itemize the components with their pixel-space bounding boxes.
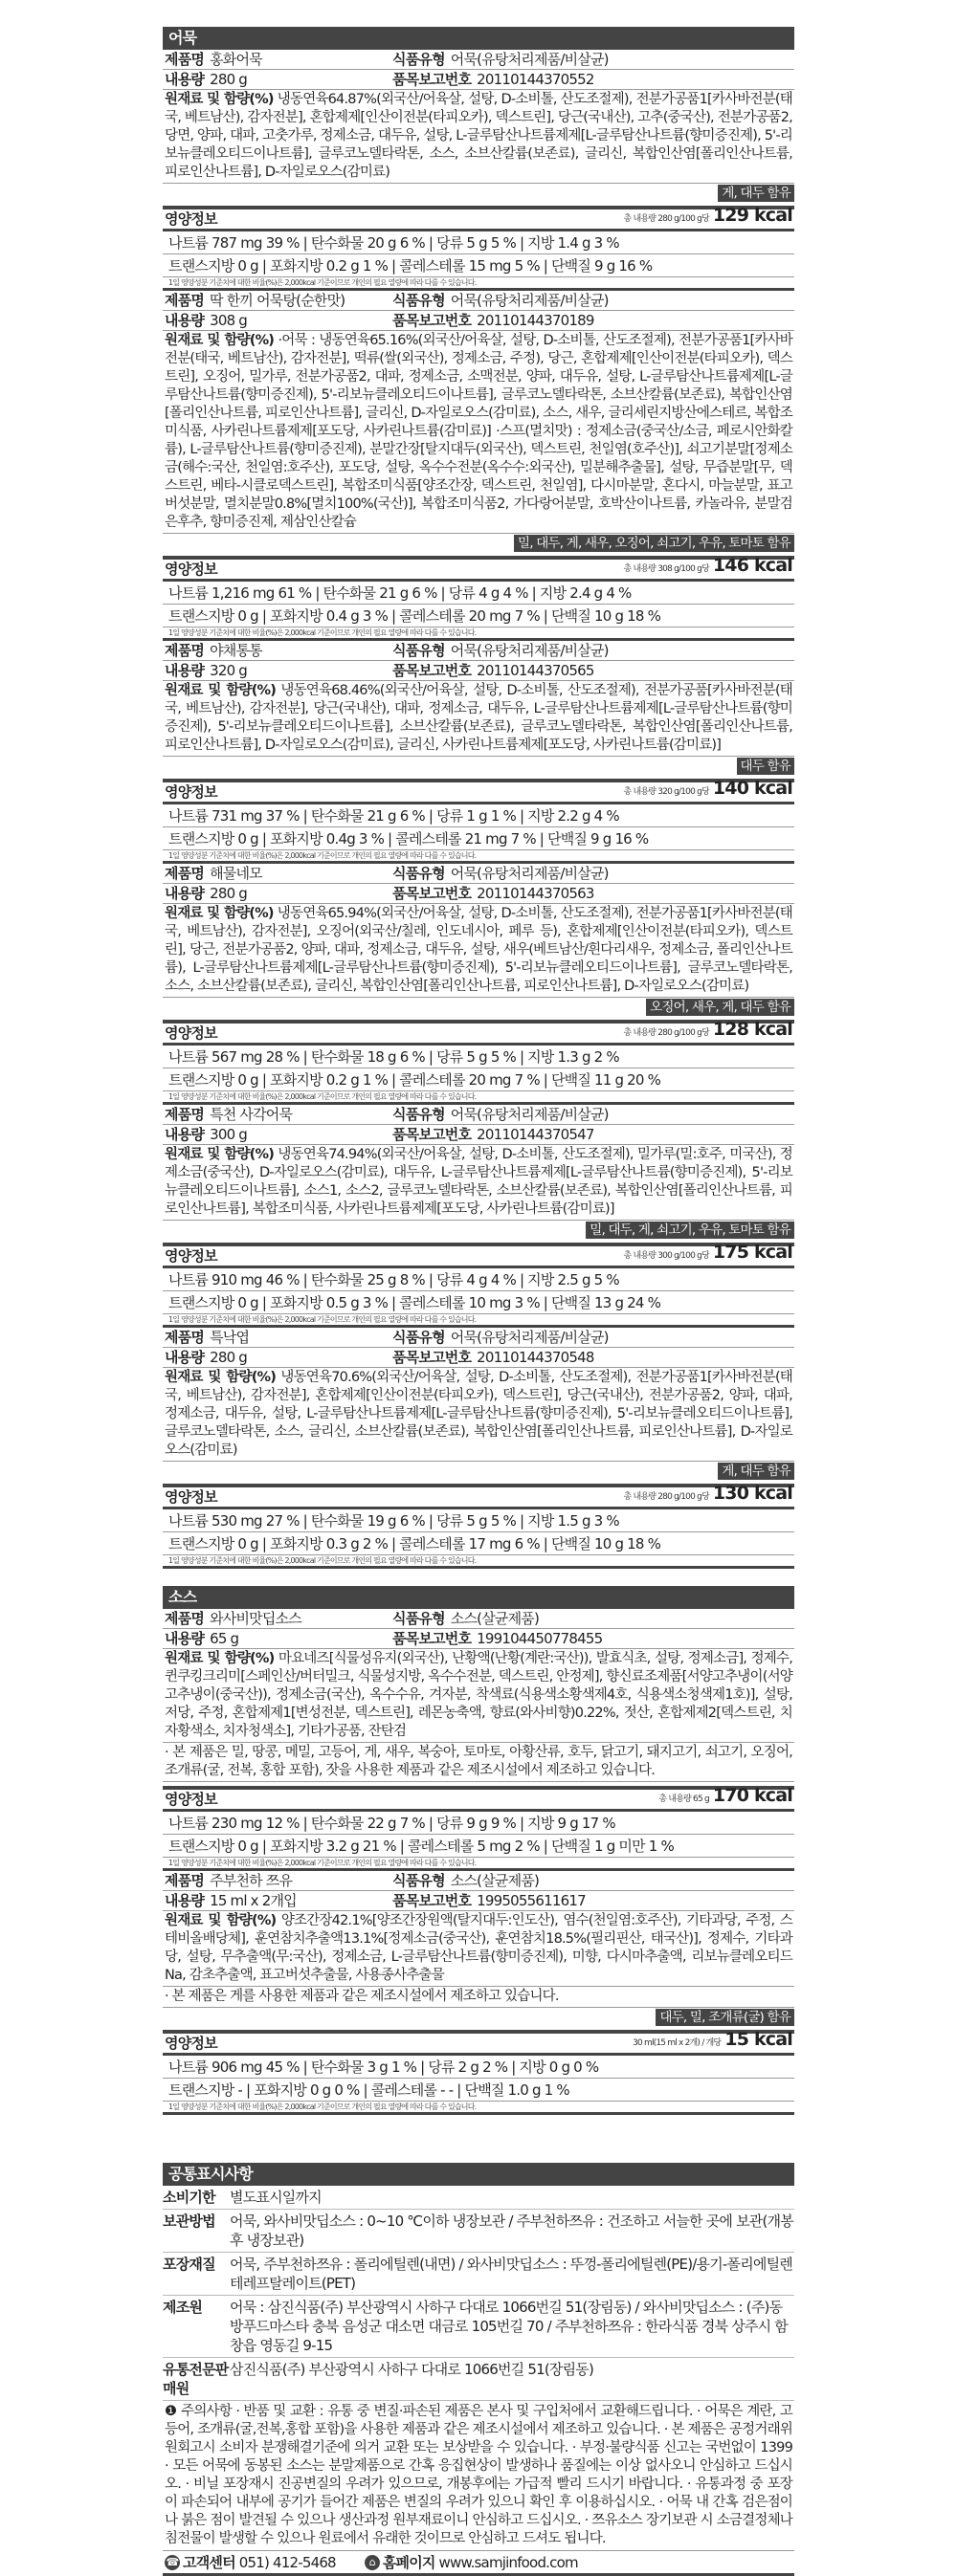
nutrition-kcal: 130 kcal [712, 1483, 792, 1504]
food-type-cell [392, 1328, 794, 1347]
nutrition-row-1: 나트륨 230 mg 12 % | 탄수화물 22 g 7 % | 당류 9 g 9 % | 지방 9 g 17 % [163, 1812, 794, 1835]
report-number: 1995055611617 [477, 1892, 586, 1909]
allergy-badge: 대두, 밀, 조개류(굴) 함유 [656, 2009, 794, 2026]
ingredients-label: 원재료 및 함량(%) [165, 1147, 275, 1162]
common-key: 유통전문판매원 [163, 2361, 229, 2397]
product-name: 특천 사각어묵 [210, 1106, 293, 1123]
nutrition-amount: 30 ml(15 ml x 2개) / 개당 [633, 2038, 722, 2048]
report-number: 20110144370565 [477, 662, 594, 679]
nutrition-note: 1일 영양성분 기준치에 대한 비율(%)은 2,000kcal 기준이므로 개인의 필요 열량에 따라 다를 수 있습니다. [163, 1314, 794, 1328]
ingredients-text: 마요네즈[식물성유지(외국산), 난황액(난황(계란:국산)), 발효식초, 설탕, 정제소금], 정제수, 퀸쿠킹크리미[스페인산/버터밀크, 식물성지방, 옥수수전분, 덱스트린, 안정제], 향신료조제품[서양고추냉이(서양고추냉이(중국산)), 정제소금(국산), 옥수수유, 겨자분, 착색료(식용색소황색제4호, 식용색소청색제1호)], 설탕, 저당, 주정, 혼합제제1[변성전분, 덱스트린], 레몬농축액, 향료(와사비향)0.22%, 젓산, 혼합제제2[덱스트린, 치자황색소, 치자청색소], 기타가공품, 잔탄검 [165, 1651, 793, 1739]
product-name-label: 제품명 [165, 865, 205, 882]
allergy-badge: 밀, 대두, 게, 쇠고기, 우유, 토마토 함유 [586, 1222, 794, 1239]
food-type: 어묵(유탕처리제품/비살균) [450, 1106, 609, 1123]
nutrition-note: 1일 영양성분 기준치에 대한 비율(%)은 2,000kcal 기준이므로 개인의 필요 열량에 따라 다를 수 있습니다. [163, 1091, 794, 1105]
content-cell [163, 884, 392, 903]
product-name: 와사비맛딥소스 [210, 1610, 301, 1627]
content-row [163, 311, 794, 331]
report-label: 품목보고번호 [392, 71, 472, 88]
food-type-label: 식품유형 [392, 292, 445, 309]
product-row [163, 291, 794, 311]
ingredients-label: 원재료 및 함량(%) [165, 1370, 277, 1385]
report-cell [392, 311, 794, 330]
nutrition-amount: 총 내용량 308 g/100 g당 [623, 564, 709, 574]
home-icon: ⌂ [365, 2555, 380, 2570]
content-row [163, 661, 794, 681]
product-name-cell [163, 50, 392, 69]
nutrition-title: 영양정보 [165, 1247, 217, 1265]
content-row [163, 884, 794, 904]
product-row [163, 1328, 794, 1348]
nutrition-title: 영양정보 [165, 1791, 217, 1808]
product-name-cell [163, 1609, 392, 1628]
nutrition-kcal-wrap [624, 1243, 794, 1266]
report-number: 20110144370189 [477, 312, 594, 329]
nutrition-note: 1일 영양성분 기준치에 대한 비율(%)은 2,000kcal 기준이므로 개인의 필요 열량에 따라 다를 수 있습니다. [163, 2102, 794, 2115]
ingredients [163, 904, 794, 998]
nutrition-kcal: 170 kcal [712, 1785, 792, 1806]
product-name-label: 제품명 [165, 51, 205, 68]
nutrition-title: 영양정보 [165, 1488, 217, 1506]
nutrition-row-1: 나트륨 731 mg 37 % | 탄수화물 21 g 6 % | 당류 1 g 1 % | 지방 2.2 g 4 % [163, 804, 794, 827]
nutrition-kcal-wrap [658, 1786, 794, 1809]
content-cell [163, 311, 392, 330]
product-block [163, 1105, 794, 1328]
content-label: 내용량 [165, 662, 205, 679]
product-name-label: 제품명 [165, 1329, 205, 1346]
food-type-label: 식품유형 [392, 1106, 445, 1123]
nutrition-row-1: 나트륨 910 mg 46 % | 탄수화물 25 g 8 % | 당류 4 g 4 % | 지방 2.5 g 5 % [163, 1268, 794, 1291]
nutrition-row-2: 트랜스지방 0 g | 포화지방 3.2 g 21 % | 콜레스테롤 5 mg 2 % | 단백질 1 g 미만 1 % [163, 1835, 794, 1858]
ingredients-label: 원재료 및 함량(%) [165, 1913, 277, 1928]
product-name-cell [163, 1871, 392, 1890]
product-block [163, 1871, 794, 2115]
report-label: 품목보고번호 [392, 1630, 472, 1647]
common-row [163, 2253, 794, 2296]
nutrition-row-2: 트랜스지방 0 g | 포화지방 0.4g 3 % | 콜레스테롤 21 mg 7 % | 단백질 9 g 16 % [163, 827, 794, 850]
content-amount: 280 g [210, 1349, 247, 1366]
ingredients-text: 냉동연육70.6%(외국산/어육살, 설탕, D-소비톨, 산도조절제), 전분가공품1[카사바전분(태국, 베트남산), 감자전분], 혼합제제[인산이전분(타피오카), 덱스트린], 당근(국내산), 전분가공품2, 양파, 대파, 정제소금, 대두유, 설탕, L-글루탐산나트륨제제[L-글루탐산나트륨(향미증진제), 5'-리보뉴클레오티드이나트륨], 글루코노델타락톤, 소스, 글리신, 소브산칼륨(보존료), 복합인산염[폴리인산나트륨, 피로인산나트륨], D-자일로오스(감미료) [165, 1370, 793, 1458]
nutrition-header [163, 1786, 794, 1812]
common-key: 보관방법 [163, 2213, 215, 2230]
product-block [163, 641, 794, 864]
food-type-label: 식품유형 [392, 1872, 445, 1889]
content-row [163, 1348, 794, 1368]
nutrition-kcal: 175 kcal [712, 1242, 792, 1263]
homepage: ⌂ 홈페이지 www.samjinfood.com [365, 2553, 578, 2572]
product-block [163, 1609, 794, 1871]
ingredients-text: 냉동연육74.94%(외국산/어육살, 설탕, D-소비톨, 산도조절제), 밀가루(밀:호주, 미국산), 정제소금(중국산), D-자일로오스(감미료), 대두유, L-글루탐산나트륨제제[L-글루탐산나트륨(향미증진제), 5'-리보뉴클레오티드이나트륨], 소스1, 소스2, 글루코노델타락톤, 소브산칼륨(보존료), 복합인산염[폴리인산나트륨, 피로인산나트륨], 복합조미식품, 사카린나트륨제제[포도당, 사카린나트륨(감미료)] [165, 1147, 793, 1217]
content-label: 내용량 [165, 1630, 205, 1647]
nutrition-title: 영양정보 [165, 2035, 217, 2052]
food-type-cell [392, 1609, 794, 1628]
product-name-label: 제품명 [165, 642, 205, 659]
content-amount: 15 ml x 2개입 [210, 1892, 297, 1909]
product-row [163, 50, 794, 70]
content-row [163, 1891, 794, 1911]
ingredients-text: 냉동연육64.87%(외국산/어육살, 설탕, D-소비톨, 산도조절제), 전분가공품1[카사바전분(태국, 베트남산), 감자전분], 혼합제제[인산이전분(타피오카), 덱스트린], 당근(국내산), 고추(중국산), 전분가공품2, 당면, 양파, 대파, 고춧가루, 정제소금, 대두유, 설탕, L-글루탐산나트륨제제[L-글루탐산나트륨(향미증진제), 5'-리보뉴클레오티드이나트륨], 글루코노델타락톤, 소스, 소브산칼륨(보존료), 글리신, 복합인산염[폴리인산나트륨, 피로인산나트륨], D-자일로오스(감미료) [165, 92, 793, 180]
report-label: 품목보고번호 [392, 312, 472, 329]
nutrition-note: 1일 영양성분 기준치에 대한 비율(%)은 2,000kcal 기준이므로 개인의 필요 열량에 따라 다를 수 있습니다. [163, 1858, 794, 1871]
product-name-label: 제품명 [165, 1610, 205, 1627]
ingredients-text: 냉동연육65.94%(외국산/어육살, 설탕, D-소비톨, 산도조절제), 전분가공품1[카사바전분(태국, 베트남산), 감자전분], 오징어(외국산/칠레, 인도네시아, 페루 등), 혼합제제[인산이전분(타피오카), 덱스트린], 당근, 전분가공품2, 양파, 대파, 정제소금, 대두유, 설탕, 새우(베트남산/흰다리새우, 정제소금, 폴리인산나트륨), L-글루탐산나트륨제제[L-글루탐산나트륨(향미증진제), 5'-리보뉴클레오티드이나트륨], 글루코노델타락톤, 소스, 소브산칼륨(보존료), 글리신, 복합인산염[폴리인산나트륨, 피로인산나트륨], D-자일로오스(감미료) [165, 906, 793, 994]
content-cell [163, 1629, 392, 1648]
food-type: 소스(살균제품) [450, 1610, 540, 1627]
ingredients [163, 1911, 794, 1987]
report-number: 20110144370563 [477, 885, 594, 902]
product-block [163, 1328, 794, 1569]
nutrition-row-2: 트랜스지방 0 g | 포화지방 0.5 g 3 % | 콜레스테롤 10 mg 3 % | 단백질 13 g 24 % [163, 1291, 794, 1314]
content-amount: 280 g [210, 885, 247, 902]
allergy-badge: 오징어, 새우, 게, 대두 함유 [646, 999, 794, 1016]
nutrition-amount: 총 내용량 320 g/100 g당 [623, 787, 709, 797]
product-row [163, 1871, 794, 1891]
nutrition-amount: 총 내용량 280 g/100 g당 [623, 214, 709, 224]
content-amount: 300 g [210, 1126, 247, 1143]
nutrition-row-2: 트랜스지방 0 g | 포화지방 0.2 g 1 % | 콜레스테롤 15 mg 5 % | 단백질 9 g 16 % [163, 254, 794, 277]
allergy-row [163, 185, 794, 202]
allergy-badge: 게, 대두 함유 [718, 185, 794, 202]
caution-notice: ❶ 주의사항 · 반품 및 교환 : 유통 중 변질·파손된 제품은 본사 및 구입처에서 교환해드립니다. · 어묵은 계란, 고등어, 조개류(굴,전복,홍합 포함)을 사용한 제품과 같은 제조시설에서 제조하고 있습니다. · 본 제품은 공정거래위원회고시 소비자 분쟁해결기준에 의거 교환 또는 보상받을 수 있습니다. · 부정·불량식품 신고는 국번없이 1399 · 모든 어묵에 동봉된 소스는 분말제품으로 간혹 응집현상이 발생하나 품질에는 이상 없사오니 안심하고 드십시오. · 비닐 포장재시 진공변질의 우려가 있으므로, 개봉후에는 가급적 빨리 드시기 바랍니다. · 유통과정 중 포장이 파손되어 내부에 공기가 들어간 제품은 변질의 우려가 있으니 확인 후 이용하십시오. · 어묵 내 간혹 검은점이나 붉은 점이 발견될 수 있으나 생산과정 원부재료이니 안심하고 드십시오. · 쯔유소스 장기보관 시 소금결정체나 침전물이 발생할 수 있으나 원료에서 유래한 것이므로 안심하고 드셔도 됩니다. [163, 2401, 794, 2551]
nutrition-row-2: 트랜스지방 - | 포화지방 0 g 0 % | 콜레스테롤 - - | 단백질 1.0 g 1 % [163, 2079, 794, 2102]
product-block [163, 291, 794, 641]
product-name: 홍화어묵 [210, 51, 262, 68]
nutrition-amount: 총 내용량 280 g/100 g당 [623, 1028, 709, 1038]
nutrition-kcal-wrap [624, 1020, 794, 1043]
ingredients-label: 원재료 및 함량(%) [165, 906, 274, 921]
food-type-cell [392, 1105, 794, 1124]
allergy-row [163, 999, 794, 1016]
nutrition-title: 영양정보 [165, 1024, 217, 1042]
report-label: 품목보고번호 [392, 1892, 472, 1909]
product-name: 딱 한끼 어묵탕(순한맛) [210, 292, 345, 309]
nutrition-kcal-wrap [633, 2030, 794, 2053]
nutrition-row-1: 나트륨 530 mg 27 % | 탄수화물 19 g 6 % | 당류 5 g 5 % | 지방 1.5 g 3 % [163, 1509, 794, 1532]
nutrition-note: 1일 영양성분 기준치에 대한 비율(%)은 2,000kcal 기준이므로 개인의 필요 열량에 따라 다를 수 있습니다. [163, 850, 794, 864]
ingredients-label: 원재료 및 함량(%) [165, 683, 277, 698]
common-value: 어묵, 와사비맛딥소스 : 0~10 ℃이하 냉장보관 / 주부천하쯔유 : 건조하고 서늘한 곳에 보관(개봉 후 냉장보관) [230, 2213, 793, 2249]
report-number: 199104450778455 [477, 1630, 603, 1647]
nutrition-kcal-wrap [624, 556, 794, 579]
nutrition-header [163, 206, 794, 231]
food-type-label: 식품유형 [392, 1329, 445, 1346]
nutrition-note: 1일 영양성분 기준치에 대한 비율(%)은 2,000kcal 기준이므로 개인의 필요 열량에 따라 다를 수 있습니다. [163, 1555, 794, 1569]
nutrition-title: 영양정보 [165, 783, 217, 801]
allergy-badge: 게, 대두 함유 [718, 1463, 794, 1480]
product-name-label: 제품명 [165, 1106, 205, 1123]
content-label: 내용량 [165, 1126, 205, 1143]
ingredients [163, 1649, 794, 1743]
food-type: 소스(살균제품) [450, 1872, 540, 1889]
customer-center: ☎ 고객센터 051) 412-5468 [166, 2553, 336, 2571]
common-value: 어묵 : 삼진식품(주) 부산광역시 사하구 다대로 1066번길 51(장림동) / 와사비맛딥소스 : (주)동방푸드마스타 충북 음성군 대소면 대금로 105번길 70 / 주부천하쯔유 : 한라식품 경북 상주시 함창읍 영동길 9-15 [230, 2299, 788, 2354]
nutrition-row-1: 나트륨 1,216 mg 61 % | 탄수화물 21 g 6 % | 당류 4 g 4 % | 지방 2.4 g 4 % [163, 582, 794, 605]
ingredients-label: 원재료 및 함량(%) [165, 92, 274, 107]
ingredients-label: 원재료 및 함량(%) [165, 1651, 275, 1666]
section-header-common: 공통표시사항 [163, 2163, 794, 2186]
common-key: 소비기한 [163, 2189, 215, 2206]
nutrition-kcal: 129 kcal [712, 205, 792, 226]
product-name-cell [163, 1328, 392, 1347]
ingredients-text: 냉동연육68.46%(외국산/어육살, 설탕, D-소비톨, 산도조절제), 전분가공품[카사바전분(태국, 베트남산), 감자전분], 당근(국내산), 대파, 정제소금, 대두유, L-글루탐산나트륨제제[L-글루탐산나트륨(향미증진제), 5'-리보뉴클레오티드이나트륨], 소브산칼륨(보존료), 글루코노델타락톤, 복합인산염[폴리인산나트륨, 피로인산나트륨], D-자일로오스(감미료), 글리신, 사카린나트륨제제[포도당, 사카린나트륨(감미료)] [165, 683, 793, 753]
product-name-cell [163, 291, 392, 310]
food-type-label: 식품유형 [392, 642, 445, 659]
food-type: 어묵(유탕처리제품/비살균) [450, 292, 609, 309]
report-cell [392, 1125, 794, 1144]
food-type-cell [392, 1871, 794, 1890]
homepage-link[interactable]: www.samjinfood.com [438, 2553, 578, 2571]
nutrition-kcal: 140 kcal [712, 778, 792, 799]
food-type-cell [392, 50, 794, 69]
content-amount: 280 g [210, 71, 247, 88]
food-type-cell [392, 864, 794, 883]
food-type-cell [392, 291, 794, 310]
ingredients [163, 1145, 794, 1221]
nutrition-note: 1일 영양성분 기준치에 대한 비율(%)은 2,000kcal 기준이므로 개인의 필요 열량에 따라 다를 수 있습니다. [163, 277, 794, 291]
product-block [163, 864, 794, 1105]
ingredients [163, 331, 794, 534]
allergy-row [163, 1463, 794, 1480]
product-name-label: 제품명 [165, 1872, 205, 1889]
allergy-row [163, 2009, 794, 2026]
report-cell [392, 1348, 794, 1367]
food-type-label: 식품유형 [392, 865, 445, 882]
sauce-list [163, 1609, 794, 2115]
content-amount: 65 g [210, 1630, 239, 1647]
food-type: 어묵(유탕처리제품/비살균) [450, 642, 609, 659]
product-list [163, 50, 794, 1569]
nutrition-kcal: 128 kcal [712, 1019, 792, 1040]
product-row [163, 641, 794, 661]
product-name: 주부천하 쯔유 [210, 1872, 293, 1889]
facility-notice: · 본 제품은 밀, 땅콩, 메밀, 고등어, 게, 새우, 복숭아, 토마토, 아황산류, 호두, 닭고기, 돼지고기, 쇠고기, 오징어, 조개류(굴, 전복, 홍합 포함), 잣을 사용한 제품과 같은 제조시설에서 제조하고 있습니다. [163, 1743, 794, 1782]
food-type-cell [392, 641, 794, 660]
nutrition-row-1: 나트륨 567 mg 28 % | 탄수화물 18 g 6 % | 당류 5 g 5 % | 지방 1.3 g 2 % [163, 1046, 794, 1068]
common-key: 제조원 [163, 2299, 203, 2316]
content-cell [163, 1125, 392, 1144]
food-type: 어묵(유탕처리제품/비살균) [450, 865, 609, 882]
report-cell [392, 70, 794, 89]
content-cell [163, 1348, 392, 1367]
report-cell [392, 661, 794, 680]
common-row [163, 2296, 794, 2358]
product-name: 해물네모 [210, 865, 262, 882]
report-cell [392, 1629, 794, 1648]
nutrition-kcal-wrap [624, 206, 794, 229]
contact-bar [163, 2551, 794, 2576]
nutrition-title: 영양정보 [165, 210, 217, 228]
ingredients-text: ·어묵 : 냉동연육65.16%(외국산/어육살, 설탕, D-소비톨, 산도조절제), 전분가공품1[카사바전분(태국, 베트남산), 감자전분], 떡류(쌀(외국산), 정제소금, 주정), 당근, 혼합제제[인산이전분(타피오카), 덱스트린], 오징어, 밀가루, 전분가공품2, 대파, 정제소금, 소맥전분, 양파, 대두유, 설탕, L-글루탐산나트륨제제[L-글루탐산나트륨(향미증진제), 5'-리보뉴클레오티드이나트륨], 글루코노델타락톤, 소브산칼륨(보존료), 복합인산염[폴리인산나트륨, 피로인산나트륨], 글리신, D-자일로오스(감미료), 소스, 새우, 글리세린지방산에스테르, 복합조미식품, 사카린나트륨제제[포도당, 사카린나트륨(감미료)] ·스프(멸치맛) : 정제소금(중국산/소금, 페로시안화칼륨), L-글루탐산나트륨(향미증진제), 분말간장[탈지대두(외국산), 덱스트린, 천일염(호주산)], 쇠고기분말[정제소금(해수:국산, 천일염:호주산), 포도당, 설탕, 옥수수전분(옥수수:외국산), 밀분해추출물], 설탕, 무즙분말[무, 덱스트린, 베타-시클로덱스트린], 복합조미식품[양조간장, 덱스트린, 천일염], 다시마분말, 혼다시, 마늘분말, 표고버섯분말, 멸치분말0.8%[멸치100%(국산)], 복합조미식품2, 가다랑어분말, 호박산이나트륨, 카놀라유, 분말검은후추, 향미증진제, 제삼인산칼슘 [165, 333, 792, 530]
report-label: 품목보고번호 [392, 1349, 472, 1366]
ingredients [163, 90, 794, 184]
report-cell [392, 1891, 794, 1910]
content-label: 내용량 [165, 1349, 205, 1366]
report-label: 품목보고번호 [392, 885, 472, 902]
report-cell [392, 884, 794, 903]
product-name-cell [163, 641, 392, 660]
allergy-badge: 밀, 대두, 게, 새우, 오징어, 쇠고기, 우유, 토마토 함유 [514, 535, 794, 552]
ingredients-label: 원재료 및 함량(%) [165, 333, 275, 348]
report-label: 품목보고번호 [392, 1126, 472, 1143]
section-header-eomuk: 어묵 [163, 27, 794, 50]
common-value: 별도표시일까지 [230, 2189, 322, 2206]
nutrition-header [163, 1484, 794, 1509]
product-name-cell [163, 1105, 392, 1124]
nutrition-amount: 총 내용량 300 g/100 g당 [623, 1251, 709, 1261]
nutrition-header [163, 1020, 794, 1046]
nutrition-amount: 총 내용량 280 g/100 g당 [623, 1492, 709, 1502]
common-value: 어묵, 주부천하쯔유 : 폴리에틸렌(내면) / 와사비맛딥소스 : 뚜껑-폴리에틸렌(PE)/용기-폴리에틸렌테레프탈레이트(PET) [230, 2256, 792, 2292]
nutrition-kcal: 15 kcal [724, 2029, 792, 2050]
nutrition-kcal: 146 kcal [712, 555, 792, 576]
nutrition-header [163, 1243, 794, 1268]
nutrition-kcal-wrap [624, 1484, 794, 1507]
common-row [163, 2186, 794, 2210]
food-type-label: 식품유형 [392, 1610, 445, 1627]
nutrition-row-2: 트랜스지방 0 g | 포화지방 0.2 g 1 % | 콜레스테롤 20 mg 7 % | 단백질 11 g 20 % [163, 1068, 794, 1091]
product-row [163, 1609, 794, 1629]
content-cell [163, 70, 392, 89]
report-number: 20110144370547 [477, 1126, 594, 1143]
phone-icon: ☎ [166, 2556, 179, 2568]
nutrition-title: 영양정보 [165, 561, 217, 578]
common-info [163, 2186, 794, 2401]
product-row [163, 1105, 794, 1125]
nutrition-row-2: 트랜스지방 0 g | 포화지방 0.4 g 3 % | 콜레스테롤 20 mg 7 % | 단백질 10 g 18 % [163, 605, 794, 627]
common-value: 삼진식품(주) 부산광역시 사하구 다대로 1066번길 51(장림동) [230, 2361, 594, 2378]
ingredients [163, 1368, 794, 1462]
report-label: 품목보고번호 [392, 662, 472, 679]
content-amount: 308 g [210, 312, 247, 329]
facility-notice: · 본 제품은 게를 사용한 제품과 같은 제조시설에서 제조하고 있습니다. [163, 1987, 794, 2008]
food-type-label: 식품유형 [392, 51, 445, 68]
report-number: 20110144370552 [477, 71, 594, 88]
allergy-row [163, 535, 794, 552]
common-key: 포장재질 [163, 2256, 215, 2273]
nutrition-header [163, 2030, 794, 2056]
nutrition-row-2: 트랜스지방 0 g | 포화지방 0.3 g 2 % | 콜레스테롤 17 mg 6 % | 단백질 10 g 18 % [163, 1532, 794, 1555]
content-amount: 320 g [210, 662, 247, 679]
common-row [163, 2358, 794, 2401]
content-label: 내용량 [165, 1892, 205, 1909]
report-number: 20110144370548 [477, 1349, 594, 1366]
nutrition-kcal-wrap [624, 779, 794, 802]
content-cell [163, 1891, 392, 1910]
content-label: 내용량 [165, 71, 205, 88]
product-row [163, 864, 794, 884]
ingredients-text: 양조간장42.1%[양조간장원액(탈지대두:인도산), 염수(천일염:호주산), 기타과당, 주정, 스테비올배당체], 훈연참치추출액13.1%[정제소금(중국산), 훈연참치18.5%(필리핀산, 태국산)], 정제수, 기타과당, 설탕, 무추출액(무:국산), 정제소금, L-글루탐산나트륨(향미증진제), 미향, 다시마추출액, 리보뉴클레오티드Na, 감초추출액, 표고버섯추출물, 사용종사추출물 [165, 1913, 792, 1983]
product-name-label: 제품명 [165, 292, 205, 309]
content-row [163, 1125, 794, 1145]
common-row [163, 2210, 794, 2253]
food-type: 어묵(유탕처리제품/비살균) [450, 51, 609, 68]
nutrition-header [163, 556, 794, 582]
product-name: 야채통통 [210, 642, 262, 659]
product-block [163, 50, 794, 291]
content-label: 내용량 [165, 312, 205, 329]
content-row [163, 1629, 794, 1649]
product-name-cell [163, 864, 392, 883]
nutrition-row-1: 나트륨 787 mg 39 % | 탄수화물 20 g 6 % | 당류 5 g 5 % | 지방 1.4 g 3 % [163, 231, 794, 254]
product-name: 특낙엽 [210, 1329, 250, 1346]
allergy-row [163, 758, 794, 775]
content-cell [163, 661, 392, 680]
content-row [163, 70, 794, 90]
content-label: 내용량 [165, 885, 205, 902]
allergy-row [163, 1222, 794, 1239]
section-header-sauce: 소스 [163, 1586, 794, 1609]
food-type: 어묵(유탕처리제품/비살균) [450, 1329, 609, 1346]
nutrition-header [163, 779, 794, 804]
nutrition-amount: 총 내용량 65 g [658, 1794, 709, 1804]
nutrition-row-1: 나트륨 906 mg 45 % | 탄수화물 3 g 1 % | 당류 2 g 2 % | 지방 0 g 0 % [163, 2056, 794, 2079]
ingredients [163, 681, 794, 757]
allergy-badge: 대두 함유 [737, 758, 794, 775]
label-sheet [163, 27, 794, 2576]
nutrition-note: 1일 영양성분 기준치에 대한 비율(%)은 2,000kcal 기준이므로 개인의 필요 열량에 따라 다를 수 있습니다. [163, 627, 794, 641]
